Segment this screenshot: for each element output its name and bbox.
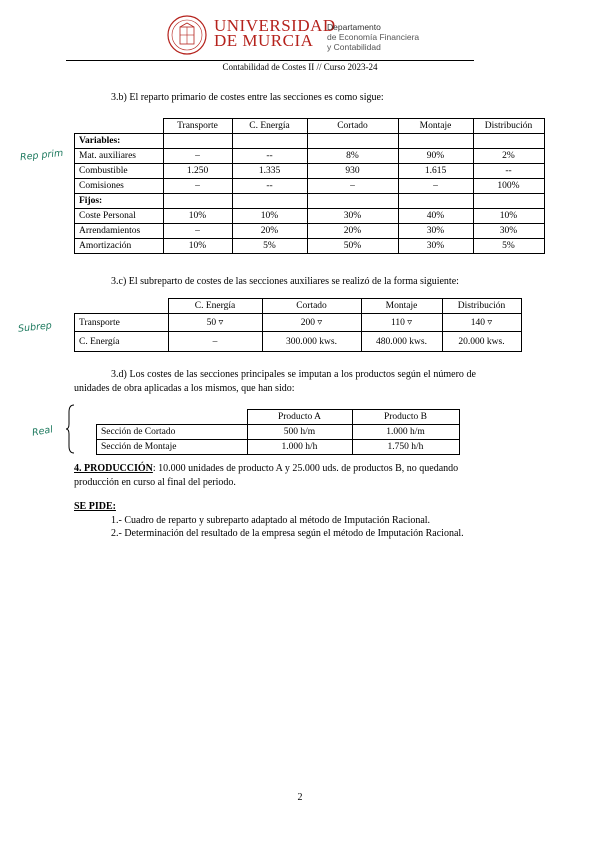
table-cell: 5% [473,239,544,254]
column-header: Producto B [352,410,459,425]
table-cell: 5% [232,239,307,254]
table-row [75,149,545,164]
row-label: Sección de Cortado [97,425,248,440]
row-label: Transporte [75,314,169,332]
table-cell: 30% [473,224,544,239]
table-cell: 20% [232,224,307,239]
table-cell: 140 ▿ [442,314,521,332]
row-label: Combustible [75,164,164,179]
annotation-rep-prim: Rep prim [19,147,64,164]
column-header: Cortado [307,119,398,134]
table-header-row [75,119,545,134]
section-4-label: 4. PRODUCCIÓN [74,463,153,474]
row-label: C. Energía [75,332,169,352]
table-cell: – [163,179,232,194]
table-row [75,224,545,239]
table-cell: 1.000 h/m [352,425,459,440]
table-cell: 1.750 h/h [352,440,459,455]
table-cell: 300.000 kws. [262,332,361,352]
table-cell: – [163,149,232,164]
table-cell: 10% [473,209,544,224]
table-cell: 10% [232,209,307,224]
page-number: 2 [297,792,303,803]
column-header: Producto A [247,410,352,425]
row-label: Coste Personal [75,209,164,224]
table-cell: 50 ▿ [168,314,262,332]
annotation-subrep: Subrep [17,320,53,335]
column-header: Distribución [442,299,521,314]
table-cell: 480.000 kws. [361,332,442,352]
row-label: Sección de Montaje [97,440,248,455]
table-row [75,179,545,194]
row-label: Mat. auxiliares [75,149,164,164]
section-4-text: : 10.000 unidades de producto A y 25.000 uds. de productos B, no quedando producción en curso al final del periodo. [74,463,459,488]
table-cell: 30% [398,239,473,254]
dept-line1: Departamento [327,22,381,32]
table-cell: 100% [473,179,544,194]
table-cell: 10% [163,209,232,224]
work-units-table [96,409,460,455]
group-label-variables: Variables: [75,134,164,149]
table-cell: 10% [163,239,232,254]
group-row [75,194,545,209]
table-cell: 20% [307,224,398,239]
column-header: Transporte [163,119,232,134]
row-label: Arrendamientos [75,224,164,239]
table-cell: 110 ▿ [361,314,442,332]
row-label: Amortización [75,239,164,254]
se-pide-title: SE PIDE: [74,501,116,512]
table-cell: 1.000 h/h [247,440,352,455]
column-header: C. Energía [168,299,262,314]
department-name [327,22,419,52]
table-cell: 1.335 [232,164,307,179]
column-header: Distribución [473,119,544,134]
table-cell: 40% [398,209,473,224]
annotation-real: Real [31,424,54,439]
dept-line3: y Contabilidad [327,42,381,52]
se-pide-item: 1.- Cuadro de reparto y subreparto adaptado al método de Imputación Racional. [111,515,431,526]
table-cell: 1.615 [398,164,473,179]
table-cell: 2% [473,149,544,164]
table-cell: 50% [307,239,398,254]
university-name-line2: DE MURCIA [214,31,314,50]
table-cell: – [168,332,262,352]
group-label-fijos: Fijos: [75,194,164,209]
column-header: C. Energía [232,119,307,134]
university-name [214,18,336,48]
table-header-row [97,410,460,425]
dept-line2: de Economía Financiera [327,32,420,42]
table-cell: -- [232,149,307,164]
table-header-row [75,299,522,314]
table-cell: 90% [398,149,473,164]
course-title: Contabilidad de Costes II // Curso 2023-24 [222,62,378,72]
secondary-distribution-table [74,298,522,352]
primary-distribution-table [74,118,545,254]
row-label: Comisiones [75,179,164,194]
table-cell: -- [473,164,544,179]
table-cell: 1.250 [163,164,232,179]
table-cell: -- [232,179,307,194]
column-header: Montaje [361,299,442,314]
section-3c-intro: 3.c) El subreparto de costes de las secciones auxiliares se realizó de la forma siguiente: [111,276,459,287]
table-cell: 500 h/m [247,425,352,440]
table-row [75,314,522,332]
brace-icon [66,404,76,454]
section-3b-intro: 3.b) El reparto primario de costes entre las secciones es como sigue: [111,92,384,103]
se-pide-item: 2.- Determinación del resultado de la empresa según el método de Imputación Racional. [111,528,464,539]
table-row [75,332,522,352]
table-row [75,164,545,179]
group-row [75,134,545,149]
table-row [97,425,460,440]
section-4-production [74,462,476,490]
table-cell: 930 [307,164,398,179]
university-seal-logo [167,15,207,55]
header-rule [66,60,474,61]
column-header: Cortado [262,299,361,314]
table-row [75,239,545,254]
table-cell: 200 ▿ [262,314,361,332]
column-header: Montaje [398,119,473,134]
table-row [97,440,460,455]
table-cell: 30% [398,224,473,239]
university-name-line1: UNIVERSIDAD [214,16,336,35]
table-cell: – [307,179,398,194]
table-cell: 30% [307,209,398,224]
table-cell: – [398,179,473,194]
table-cell: 20.000 kws. [442,332,521,352]
table-cell: 8% [307,149,398,164]
table-cell: – [163,224,232,239]
table-row [75,209,545,224]
section-3d-intro: 3.d) Los costes de las secciones principales se imputan a los productos según el número de unidades de obra aplicadas a los mismos, que han sido: [74,369,476,394]
